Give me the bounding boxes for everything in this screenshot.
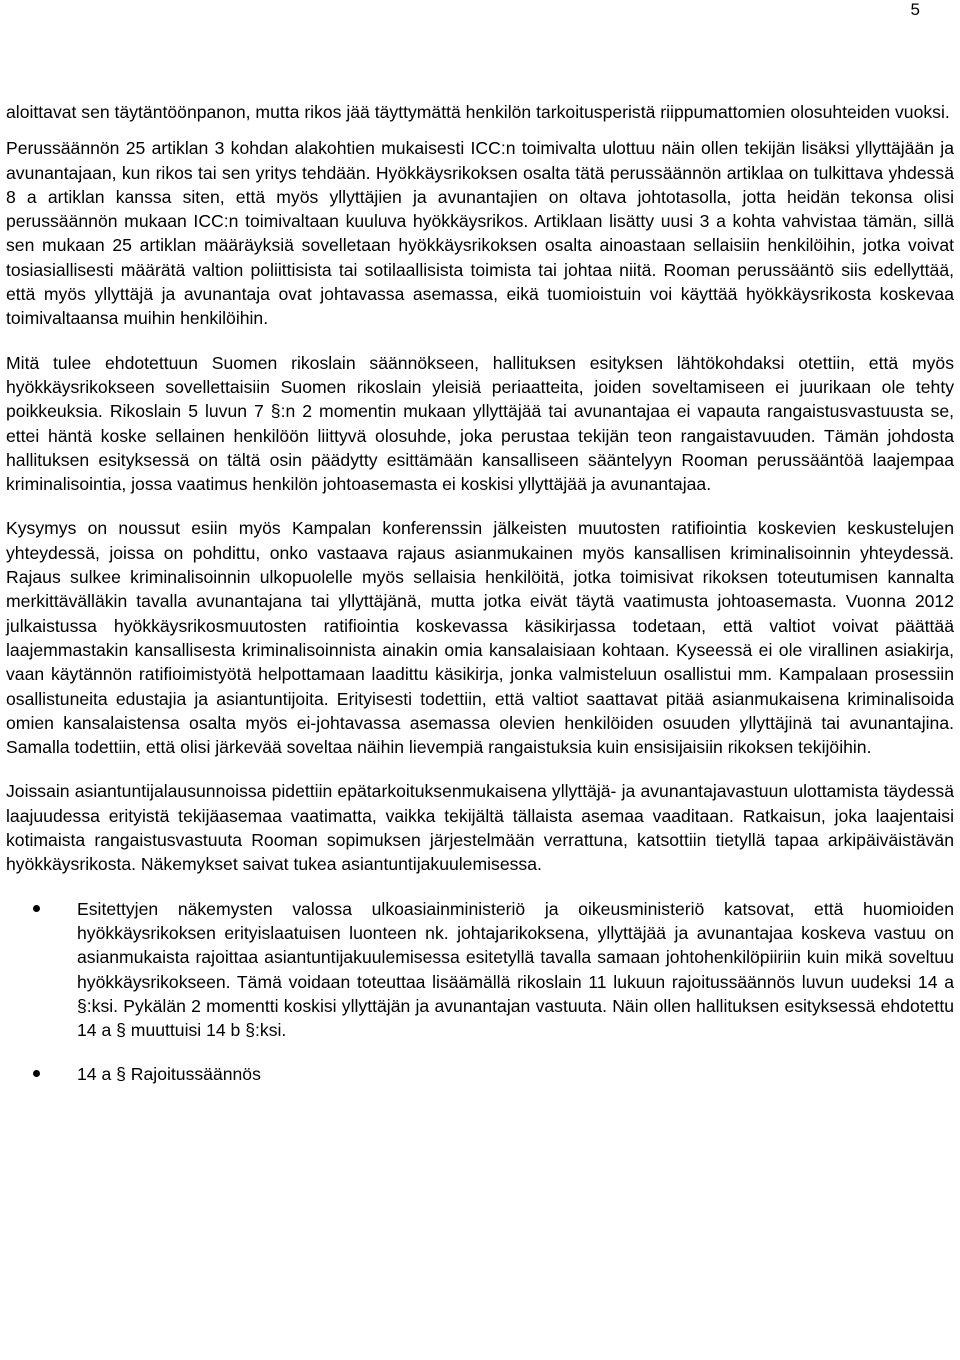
paragraph: Perussäännön 25 artiklan 3 kohdan alakohtien mukaisesti ICC:n toimivalta ulottuu näin ollen tekijän lisäksi yllyttäjään ja avunantajaan, kun rikos tai sen yritys tehdään. Hyökkäysrikoksen osalta tätä perussäännön artiklaa on tulkittava yhdessä 8 a artiklan kanssa siten, että myös yllyttäjien ja avunantajien on oltava johtotasolla, jotta heidän tekonsa olisi perussäännön mukaan ICC:n toimivaltaan kuuluva hyökkäysrikos. Artiklaan lisätty uusi 3 a kohta vahvistaa tämän, sillä sen mukaan 25 artiklan määräyksiä sovelletaan hyökkäysrikoksen osalta ainoastaan sellaisiin henkilöihin, jotka voivat tosiasiallisesti määrätä valtion poliittisista tai sotilaallisista toimista tai johtaa niitä. Rooman perussääntö siis edellyttää, että myös yllyttäjä ja avunantaja ovat johtavassa asemassa, eikä tuomioistuin voi käyttää hyökkäysrikosta koskevaa toimivaltaansa muihin henkilöihin. bbox=[6, 138, 954, 329]
bullet-text: 14 a § Rajoitussäännös bbox=[77, 1064, 261, 1085]
bullet-icon bbox=[33, 1070, 40, 1077]
document-body bbox=[6, 100, 954, 1107]
paragraph: aloittavat sen täytäntöönpanon, mutta rikos jää täyttymättä henkilön tarkoitusperistä riippumattomien olosuhteiden vuoksi. bbox=[6, 102, 950, 122]
bullet-list-item bbox=[6, 897, 954, 1043]
paragraph: Joissain asiantuntijalausunnoissa pidettiin epätarkoituksenmukaisena yllyttäjä- ja avunantajavastuun ulottamista täydessä laajuudessa erityistä tekijäasemaa vaatimatta, vaikka tekijältä tällaista asemaa vaaditaan. Ratkaisun, joka laajentaisi kotimaista rangaistusvastuuta Rooman sopimuksen järjestelmään verrattuna, katsottiin tietyllä tapaa arkipäiväistävän hyökkäysrikosta. Näkemykset saivat tukea asiantuntijakuulemisessa. bbox=[6, 781, 954, 875]
bullet-list bbox=[6, 897, 954, 1087]
bullet-icon bbox=[33, 905, 40, 912]
bullet-text: Esitettyjen näkemysten valossa ulkoasiainministeriö ja oikeusministeriö katsovat, että huomioiden hyökkäysrikoksen erityislaatuisen luonteen nk. johtajarikoksena, yllyttäjää ja avunantajaa koskeva vastuu on asianmukaista rajoittaa asiantuntijakuulemisessa esitetyllä tavalla samaan johtohenkilöpiiriin kuin mikä soveltuu hyökkäysrikokseen. Tämä voidaan toteuttaa lisäämällä rikoslain 11 lukuun rajoitussäännös luvun uudeksi 14 a §:ksi. Pykälän 2 momentti koskisi yllyttäjän ja avunantajan vastuuta. Näin ollen hallituksen esityksessä ehdotettu 14 a § muuttuisi 14 b §:ksi. bbox=[77, 898, 954, 1041]
bullet-list-item bbox=[6, 1062, 954, 1086]
paragraph: Kysymys on noussut esiin myös Kampalan konferenssin jälkeisten muutosten ratifiointia koskevien keskustelujen yhteydessä, joissa on pohdittu, onko vastaava rajaus asianmukainen myös kansallisen kriminalisoinnin yhteydessä. Rajaus sulkee kriminalisoinnin ulkopuolelle myös sellaisia henkilöitä, jotka toimisivat rikoksen toteutumisen kannalta merkittävälläkin tavalla avunantajana tai yllyttäjänä, mutta jotka eivät täytä vaatimusta johtoasemasta. Vuonna 2012 julkaistussa hyökkäysrikosmuutosten ratifiointia koskevassa käsikirjassa todetaan, että valtiot voivat päättää laajemmastakin kansallisesta kriminalisoinnista ainakin omia kansalaisiaan kohtaan. Kyseessä ei ole virallinen asiakirja, vaan käytännön ratifioimistyötä helpottamaan laadittu käsikirja, jonka valmisteluun osallistui mm. Kampalaan prosessiin osallistuneita edustajia ja asiantuntijoita. Erityisesti todettiin, että valtiot saattavat pitää asianmukaisena kriminalisoida omien kansalaistensa osalta myös ei-johtavassa asemassa olevien henkilöiden osuuden yllyttäjinä tai avunantajina. Samalla todettiin, että olisi järkevää soveltaa näihin lievempiä rangaistuksia kuin ensisijaisiin rikoksen tekijöihin. bbox=[6, 518, 954, 758]
paragraph: Mitä tulee ehdotettuun Suomen rikoslain säännökseen, hallituksen esityksen lähtökohdaksi otettiin, että myös hyökkäysrikokseen sovellettaisiin Suomen rikoslain yleisiä periaatteita, joiden soveltamiseen ei juurikaan ole tehty poikkeuksia. Rikoslain 5 luvun 7 §:n 2 momentin mukaan yllyttäjää tai avunantajaa ei vapauta rangaistusvastuusta se, ettei häntä koske sellainen henkilöön liittyvä olosuhde, joka perustaa tekijän teon rangaistavuuden. Tämän johdosta hallituksen esityksessä on tältä osin päädytty esittämään kansalliseen sääntelyyn Rooman perussääntöä laajempaa kriminalisointia, jossa vaatimus henkilön johtoasemasta ei koskisi yllyttäjää ja avunantajaa. bbox=[6, 352, 954, 495]
page-number: 5 bbox=[910, 0, 920, 19]
